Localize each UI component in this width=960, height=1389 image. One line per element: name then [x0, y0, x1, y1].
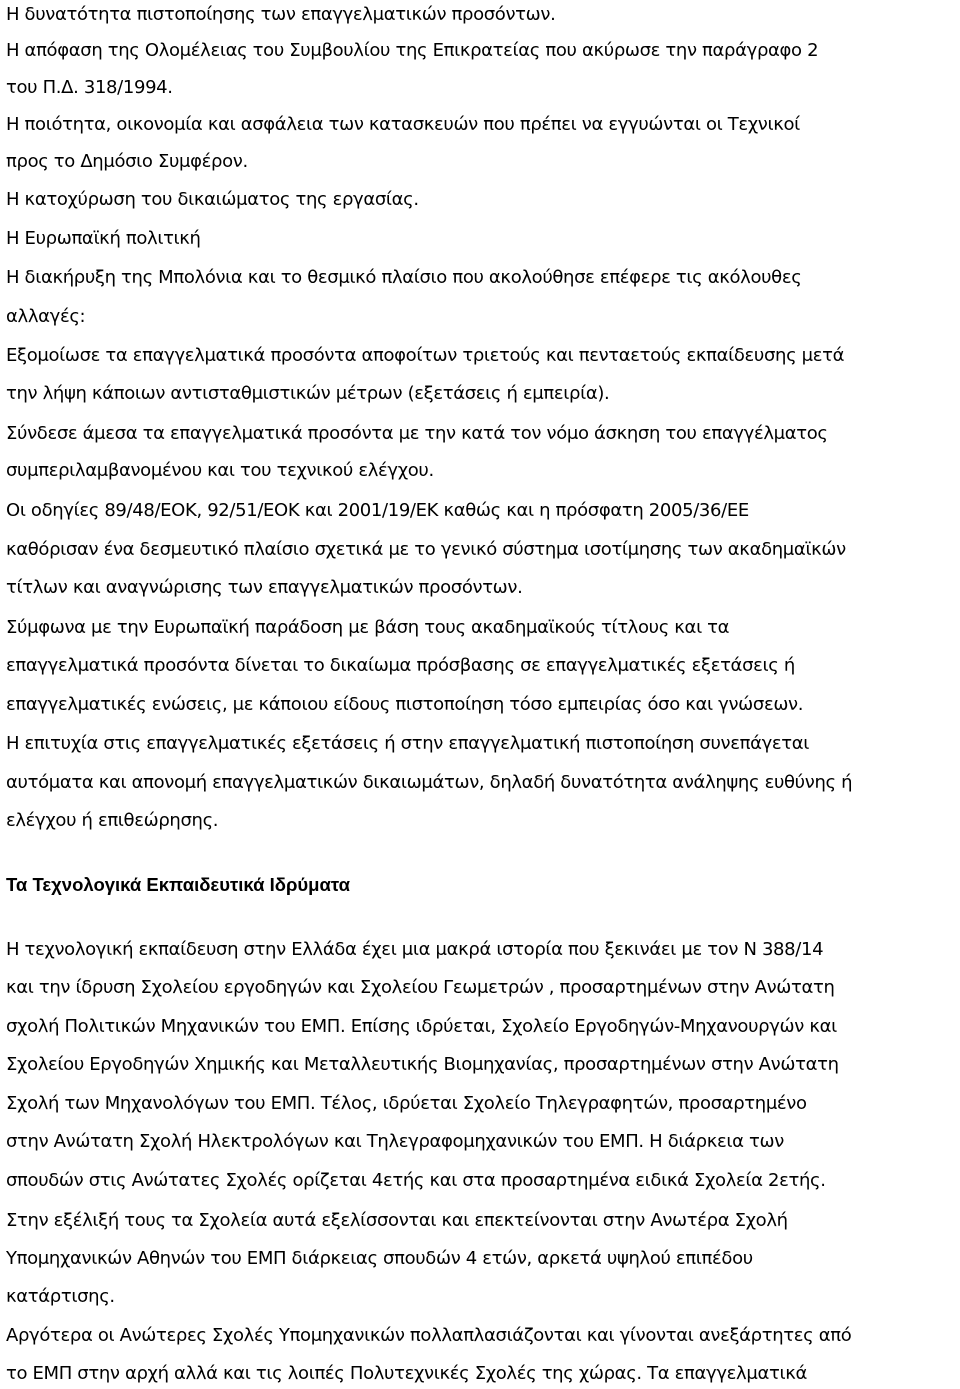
- text-line: σπουδών στις Ανώτατες Σχολές ορίζεται 4ετής και στα προσαρτημένα ειδικά Σχολεία 2ετής.: [6, 1170, 826, 1191]
- text-line: Η κατοχύρωση του δικαιώματος της εργασίας.: [6, 189, 419, 210]
- text-line: τίτλων και αναγνώρισης των επαγγελματικών προσόντων.: [6, 577, 523, 598]
- section-heading: Τα Τεχνολογικά Εκπαιδευτικά Ιδρύματα: [6, 874, 350, 895]
- text-line: Σύνδεσε άμεσα τα επαγγελματικά προσόντα με την κατά τον νόμο άσκηση του επαγγέλματος: [6, 423, 828, 444]
- text-line: επαγγελματικές ενώσεις, με κάποιου είδους πιστοποίηση τόσο εμπειρίας όσο και γνώσεων.: [6, 694, 804, 715]
- text-line: αυτόματα και απονομή επαγγελματικών δικαιωμάτων, δηλαδή δυνατότητα ανάληψης ευθύνης ή: [6, 772, 853, 793]
- text-line: κατάρτισης.: [6, 1286, 115, 1307]
- text-line: Οι οδηγίες 89/48/ΕΟΚ, 92/51/ΕΟΚ και 2001/19/ΕΚ καθώς και η πρόσφατη 2005/36/ΕΕ: [6, 500, 749, 521]
- text-line: Σχολή των Μηχανολόγων του ΕΜΠ. Τέλος, ιδρύεται Σχολείο Τηλεγραφητών, προσαρτημένο: [6, 1093, 807, 1114]
- text-line: και την ίδρυση Σχολείου εργοδηγών και Σχολείου Γεωμετρών , προσαρτημένων στην Ανώτατη: [6, 977, 835, 998]
- text-line: Η δυνατότητα πιστοποίησης των επαγγελματικών προσόντων.: [6, 4, 556, 25]
- text-line: του Π.Δ. 318/1994.: [6, 77, 173, 98]
- text-line: Εξομοίωσε τα επαγγελματικά προσόντα αποφοίτων τριετούς και πενταετούς εκπαίδευσης μετά: [6, 345, 845, 366]
- text-line: Η τεχνολογική εκπαίδευση στην Ελλάδα έχει μια μακρά ιστορία που ξεκινάει με τον Ν 388/14: [6, 939, 824, 960]
- text-line: Σχολείου Εργοδηγών Χημικής και Μεταλλευτικής Βιομηχανίας, προσαρτημένων στην Ανώτατη: [6, 1054, 839, 1075]
- text-line: Η διακήρυξη της Μπολόνια και το θεσμικό πλαίσιο που ακολούθησε επέφερε τις ακόλουθες: [6, 267, 802, 288]
- text-line: συμπεριλαμβανομένου και του τεχνικού ελέγχου.: [6, 460, 434, 481]
- text-line: Υπομηχανικών Αθηνών του ΕΜΠ διάρκειας σπουδών 4 ετών, αρκετά υψηλού επιπέδου: [6, 1248, 753, 1269]
- text-line: Αργότερα οι Ανώτερες Σχολές Υπομηχανικών πολλαπλασιάζονται και γίνονται ανεξάρτητες από: [6, 1325, 852, 1346]
- text-line: προς το Δημόσιο Συμφέρον.: [6, 151, 248, 172]
- text-line: Η Ευρωπαϊκή πολιτική: [6, 228, 201, 249]
- text-line: Η επιτυχία στις επαγγελματικές εξετάσεις ή στην επαγγελματική πιστοποίηση συνεπάγεται: [6, 733, 810, 754]
- text-line: Σύμφωνα με την Ευρωπαϊκή παράδοση με βάση τους ακαδημαϊκούς τίτλους και τα: [6, 617, 730, 638]
- text-line: σχολή Πολιτικών Μηχανικών του ΕΜΠ. Επίσης ιδρύεται, Σχολείο Εργοδηγών-Μηχανουργών και: [6, 1016, 837, 1037]
- text-line: ελέγχου ή επιθεώρησης.: [6, 810, 219, 831]
- text-line: αλλαγές:: [6, 306, 86, 327]
- text-line: στην Ανώτατη Σχολή Ηλεκτρολόγων και Τηλεγραφομηχανικών του ΕΜΠ. Η διάρκεια των: [6, 1131, 784, 1152]
- text-line: Η ποιότητα, οικονομία και ασφάλεια των κατασκευών που πρέπει να εγγυώνται οι Τεχνικοί: [6, 114, 800, 135]
- text-line: καθόρισαν ένα δεσμευτικό πλαίσιο σχετικά με το γενικό σύστημα ισοτίμησης των ακαδημαϊκών: [6, 539, 846, 560]
- text-line: επαγγελματικά προσόντα δίνεται το δικαίωμα πρόσβασης σε επαγγελματικές εξετάσεις ή: [6, 655, 795, 676]
- text-line: την λήψη κάποιων αντισταθμιστικών μέτρων (εξετάσεις ή εμπειρία).: [6, 383, 610, 404]
- text-line: Στην εξέλιξή τους τα Σχολεία αυτά εξελίσσονται και επεκτείνονται στην Ανωτέρα Σχολή: [6, 1210, 788, 1231]
- text-line: Η απόφαση της Ολομέλειας του Συμβουλίου της Επικρατείας που ακύρωσε την παράγραφο 2: [6, 40, 819, 61]
- text-line: το ΕΜΠ στην αρχή αλλά και τις λοιπές Πολυτεχνικές Σχολές της χώρας. Τα επαγγελματικά: [6, 1363, 807, 1384]
